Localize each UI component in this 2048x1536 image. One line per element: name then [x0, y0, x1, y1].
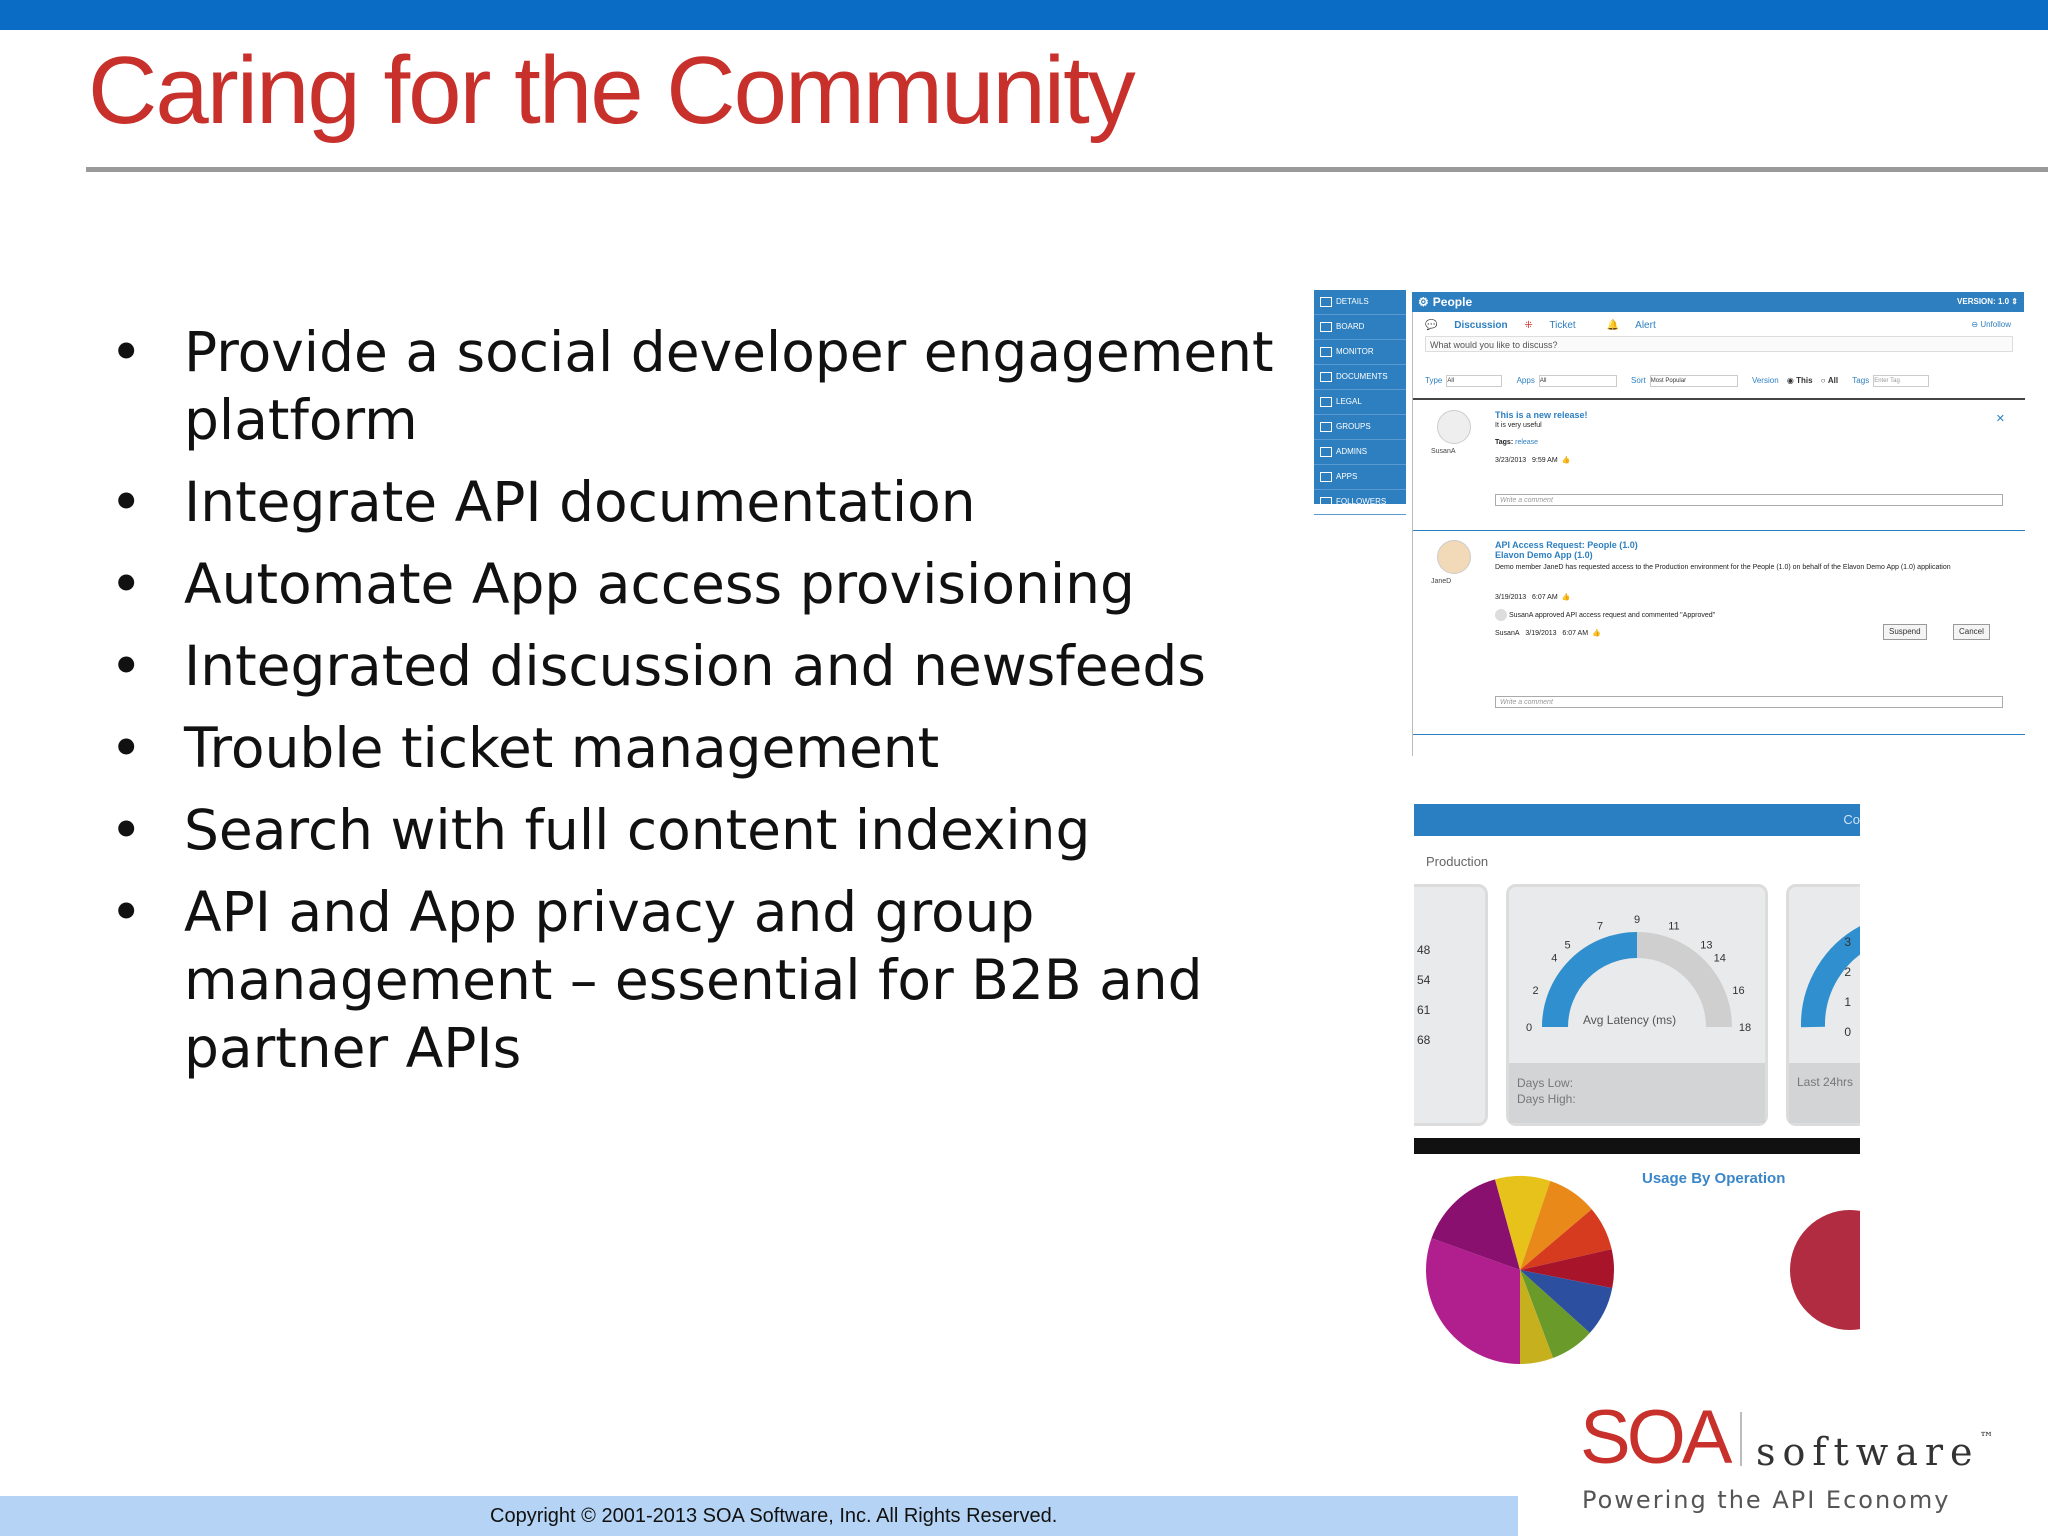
portal-screenshot — [1314, 290, 2024, 756]
dashboard-screenshot — [1414, 804, 1860, 1154]
apps-select[interactable]: All — [1539, 375, 1617, 387]
top-accent-bar — [0, 0, 2048, 30]
post-title[interactable]: This is a new release! — [1495, 410, 1588, 420]
portal-nav-item[interactable]: DOCUMENTS — [1314, 365, 1406, 390]
bullet-item: • Search with full content indexing — [110, 798, 1091, 862]
avatar — [1437, 410, 1471, 444]
suspend-button[interactable]: Suspend — [1883, 624, 1927, 640]
dashboard-divider — [1414, 1138, 1860, 1154]
tab-alert[interactable]: 🔔 Alert — [1606, 320, 1656, 331]
type-select[interactable]: All — [1446, 375, 1502, 387]
portal-content — [1412, 312, 2025, 756]
bullet-list — [108, 318, 1288, 1096]
comment-input[interactable]: Write a comment — [1495, 494, 2003, 506]
bullet-item: • Provide a social developer engagement platform — [110, 320, 1274, 452]
portal-nav-item[interactable]: DETAILS — [1314, 290, 1406, 315]
portal-nav-item[interactable]: FOLLOWERS — [1314, 490, 1406, 515]
sort-select[interactable]: Most Popular — [1650, 375, 1738, 387]
bullet-item: • Integrated discussion and newsfeeds — [110, 634, 1206, 698]
like-icon: 👍 — [1591, 630, 1601, 637]
like-icon: 👍 — [1561, 594, 1571, 601]
footer-bar — [0, 1496, 1518, 1536]
environment-label: Production — [1426, 854, 1489, 869]
gauge-tick-label: 9 — [1633, 914, 1641, 926]
gauge-tick-label: 7 — [1596, 920, 1604, 933]
portal-nav-item[interactable]: MONITOR — [1314, 340, 1406, 365]
gauge-tick-label: 4 — [1551, 952, 1558, 965]
tags-input[interactable]: Enter Tag — [1873, 375, 1929, 387]
gauge-tick-label: 0 — [1525, 1022, 1533, 1034]
post-item: SusanA This is a new release! It is very useful Tags: release 3/23/2013 9:59 AM 👍 ✕ Write a comment — [1413, 404, 2025, 531]
portal-nav-item[interactable]: ADMINS — [1314, 440, 1406, 465]
gauge-card: 3 2 1 0 Last 24hrs — [1786, 884, 1860, 1126]
copyright-text: Copyright © 2001-2013 SOA Software, Inc. All Rights Reserved. — [490, 1505, 1058, 1527]
cancel-button[interactable]: Cancel — [1953, 624, 1990, 640]
filter-bar: Type All Apps All Sort Most Popular Version ◉ This ○ All Tags Enter Tag — [1413, 368, 2025, 400]
bullet-item: • Automate App access provisioning — [110, 552, 1135, 616]
gauge-tick-label: 16 — [1732, 985, 1745, 998]
portal-nav-item[interactable]: LEGAL — [1314, 390, 1406, 415]
post-title[interactable]: API Access Request: People (1.0) — [1495, 540, 1638, 550]
close-icon[interactable]: ✕ — [1995, 413, 2005, 425]
like-icon: 👍 — [1561, 457, 1571, 464]
gauge-card: 0 2 4 5 7 9 11 13 14 16 18 Avg Latency (ms) Days Low: Days High: — [1506, 884, 1768, 1126]
bullet-item: • API and App privacy and group management – essential for B2B and partner APIs — [110, 880, 1203, 1080]
gauge-tick-label: 13 — [1700, 939, 1713, 952]
slide-title: Caring for the Community — [88, 37, 1134, 144]
gauge-tick-label: 18 — [1738, 1022, 1752, 1034]
usage-pie-chart — [1414, 1160, 1860, 1380]
tab-ticket[interactable]: ⁜ Ticket — [1524, 320, 1576, 331]
gauge-card: 48 54 61 68 — [1414, 884, 1488, 1126]
gauge-tick-label: 11 — [1668, 920, 1680, 933]
partial-pie — [1790, 1210, 1860, 1330]
chat-icon: 💬 — [1425, 320, 1438, 331]
portal-nav-item[interactable]: APPS — [1314, 465, 1406, 490]
gauge-tick-label: 14 — [1713, 952, 1726, 965]
avatar — [1437, 540, 1471, 574]
title-divider — [86, 167, 2048, 172]
gauge-label: Avg Latency (ms) — [1583, 1013, 1677, 1027]
version-this-radio[interactable]: ◉ This — [1786, 376, 1813, 385]
bullet-item: • Integrate API documentation — [110, 470, 976, 534]
portal-header: ⚙ People VERSION: 1.0 ⇕ — [1412, 292, 2024, 312]
ticket-icon: ⁜ — [1524, 320, 1533, 331]
gauge-tick-label: 2 — [1532, 985, 1539, 998]
portal-nav-item[interactable]: BOARD — [1314, 315, 1406, 340]
usage-pie-panel — [1414, 1160, 1860, 1380]
bullet-item: • Trouble ticket management — [110, 716, 940, 780]
gauge-tick-label: 5 — [1564, 939, 1571, 952]
portal-sidebar — [1314, 290, 1406, 504]
bell-icon: 🔔 — [1606, 320, 1619, 331]
post-item: JaneD API Access Request: People (1.0) Elavon Demo App (1.0) Demo member JaneD has requested access to the Production environment for the People (1.0) on behalf of the Elavon Demo App (1.0) application 3/19/2013 6:07 AM 👍 SusanA approved API access request and commented "Approved" SusanA 3/19/2013 6:07 AM 👍 Suspend Cancel Write a comment — [1413, 534, 2025, 735]
portal-nav-item[interactable]: GROUPS — [1314, 415, 1406, 440]
avatar — [1495, 609, 1507, 621]
unfollow-link[interactable]: ⊖ Unfollow — [1971, 320, 2011, 329]
dashboard-header: Co — [1414, 804, 1860, 836]
soa-software-logo: SOA software™ Powering the API Economy — [1580, 1395, 1994, 1514]
comment-input[interactable]: Write a comment — [1495, 696, 2003, 708]
discuss-input[interactable]: What would you like to discuss? — [1425, 336, 2013, 352]
pie-title: Usage By Operation — [1642, 1170, 1786, 1187]
gear-icon: ⚙ — [1418, 295, 1429, 309]
tab-discussion[interactable]: 💬 Discussion — [1425, 320, 1508, 331]
portal-tabs — [1425, 320, 1684, 331]
version-all-radio[interactable]: ○ All — [1820, 376, 1839, 385]
